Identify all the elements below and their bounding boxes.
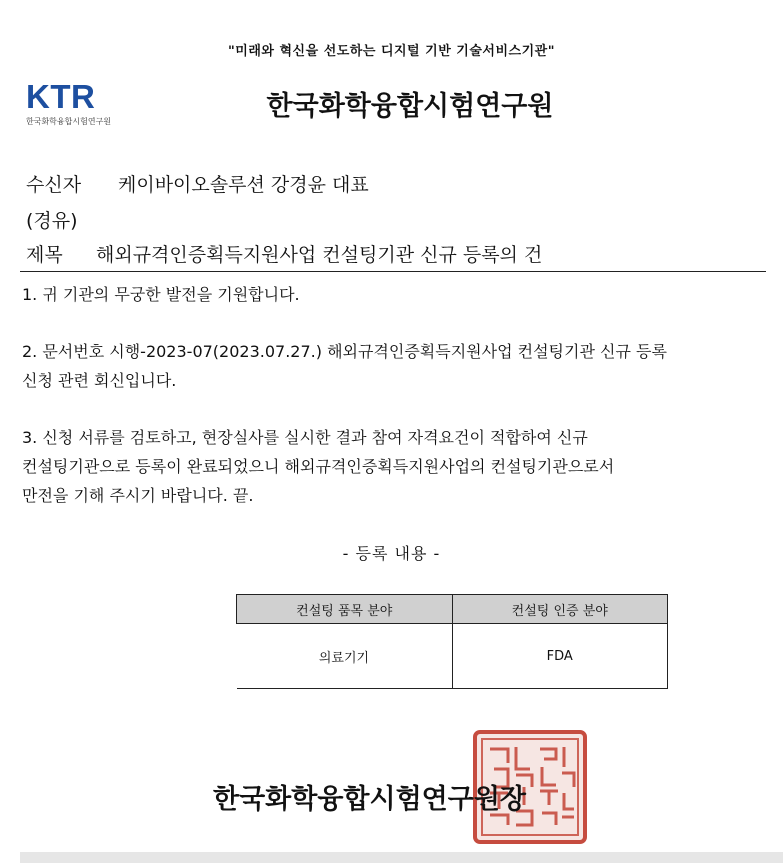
recipient-label: 수신자 — [26, 174, 82, 196]
paragraph-2 — [22, 337, 762, 395]
paragraph-3-line-3: 만전을 기해 주시기 바랍니다. 끝. — [22, 486, 254, 505]
recipient-row — [26, 170, 369, 197]
header-certification-field: 컨설팅 인증 분야 — [452, 595, 668, 624]
ktr-logo — [26, 80, 126, 127]
cell-certification-field: FDA — [452, 624, 668, 689]
paragraph-1 — [22, 280, 762, 309]
organization-title: 한국화학융합시험연구원 — [266, 91, 554, 122]
slogan: "미래와 혁신을 선도하는 디지털 기반 기술서비스기관" — [228, 44, 555, 59]
header-item-field: 컨설팅 품목 분야 — [237, 595, 453, 624]
paragraph-3-line-2: 컨설팅기관으로 등록이 완료되었으니 해외규격인증획득지원사업의 컨설팅기관으로서 — [22, 457, 615, 476]
registration-table — [236, 594, 668, 689]
table-row — [237, 624, 668, 689]
subject-row — [26, 240, 542, 267]
logo-mark: KTR — [26, 78, 96, 115]
footer-bar — [20, 852, 783, 863]
signatory-name: 한국화학융합시험연구원장 — [213, 784, 526, 815]
recipient-value: 케이바이오솔루션 강경윤 대표 — [118, 174, 369, 196]
paragraph-3-line-1: 3. 신청 서류를 검토하고, 현장실사를 실시한 결과 참여 자격요건이 적합하여 신규 — [22, 428, 588, 447]
registration-heading: - 등록 내용 - — [342, 544, 441, 563]
cell-item-field: 의료기기 — [237, 624, 453, 689]
header-divider — [20, 271, 766, 272]
paragraph-3 — [22, 423, 762, 510]
paragraph-2-line-2: 신청 관련 회신입니다. — [22, 371, 177, 390]
table-header-row — [237, 595, 668, 624]
via-label: (경유) — [26, 210, 78, 232]
subject-value: 해외규격인증획득지원사업 컨설팅기관 신규 등록의 건 — [96, 244, 543, 266]
subject-label: 제목 — [26, 244, 63, 266]
logo-subtitle: 한국화학융합시험연구원 — [26, 117, 112, 126]
paragraph-1-line: 1. 귀 기관의 무궁한 발전을 기원합니다. — [22, 285, 300, 304]
paragraph-2-line-1: 2. 문서번호 시행-2023-07(2023.07.27.) 해외규격인증획득지원사업 컨설팅기관 신규 등록 — [22, 342, 667, 361]
via-row — [26, 206, 78, 233]
